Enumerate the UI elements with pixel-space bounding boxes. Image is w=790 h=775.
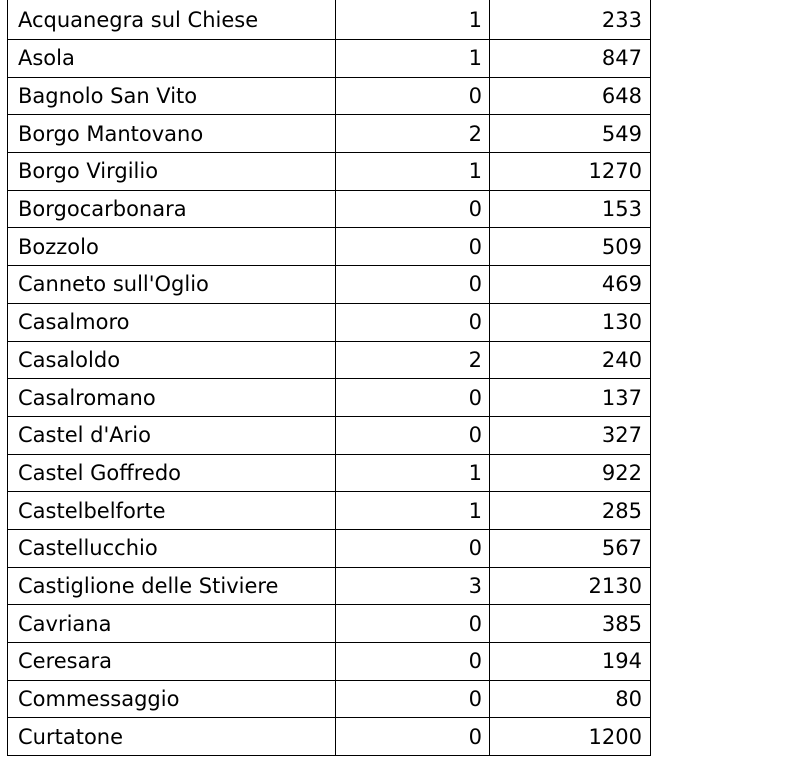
municipality-cell[interactable]: Cavriana [8, 605, 336, 642]
municipality-cell[interactable]: Castel d'Ario [8, 417, 336, 454]
count-cell[interactable]: 3 [336, 568, 490, 605]
count-cell[interactable]: 0 [336, 78, 490, 115]
total-cell[interactable]: 194 [601, 649, 642, 674]
table-row [8, 455, 650, 493]
municipality-cell[interactable]: Castiglione delle Stiviere [8, 568, 336, 605]
count-cell[interactable]: 1 [336, 40, 490, 77]
count-cell[interactable]: 1 [336, 153, 490, 190]
table-row [8, 681, 650, 719]
table-row [8, 530, 650, 568]
count-cell[interactable]: 0 [336, 643, 490, 680]
total-cell[interactable]: 240 [601, 347, 642, 372]
table-row [8, 342, 650, 380]
total-cell[interactable]: 922 [601, 460, 642, 485]
municipality-cell[interactable]: Castel Goffredo [8, 455, 336, 492]
table-row [8, 228, 650, 266]
count-cell[interactable]: 0 [336, 191, 490, 228]
municipality-cell[interactable]: Canneto sull'Oglio [8, 266, 336, 303]
municipality-cell[interactable]: Castellucchio [8, 530, 336, 567]
municipality-cell[interactable]: Ceresara [8, 643, 336, 680]
count-cell[interactable]: 1 [336, 492, 490, 529]
total-cell[interactable]: 567 [601, 536, 642, 561]
table-row [8, 643, 650, 681]
table-row [8, 492, 650, 530]
total-cell[interactable]: 385 [601, 611, 642, 636]
table-row [8, 568, 650, 606]
municipality-cell[interactable]: Casalmoro [8, 304, 336, 341]
count-cell[interactable]: 0 [336, 266, 490, 303]
total-cell[interactable]: 648 [601, 84, 642, 109]
municipality-cell[interactable]: Borgo Mantovano [8, 115, 336, 152]
table-row [8, 266, 650, 304]
municipality-cell[interactable]: Borgo Virgilio [8, 153, 336, 190]
count-cell[interactable]: 1 [336, 0, 490, 39]
total-cell[interactable]: 130 [601, 310, 642, 335]
total-cell[interactable]: 1200 [588, 724, 642, 749]
total-cell[interactable]: 847 [601, 46, 642, 71]
total-cell[interactable]: 137 [601, 385, 642, 410]
total-cell[interactable]: 285 [601, 498, 642, 523]
total-cell[interactable]: 327 [601, 423, 642, 448]
table-row [8, 417, 650, 455]
count-cell[interactable]: 0 [336, 530, 490, 567]
municipality-cell[interactable]: Curtatone [8, 718, 336, 755]
count-cell[interactable]: 2 [336, 115, 490, 152]
table-row [8, 0, 650, 40]
municipality-cell[interactable]: Casalromano [8, 379, 336, 416]
count-cell[interactable]: 0 [336, 681, 490, 718]
count-cell[interactable]: 0 [336, 228, 490, 265]
count-cell[interactable]: 0 [336, 605, 490, 642]
table-row [8, 115, 650, 153]
total-cell[interactable]: 469 [601, 272, 642, 297]
municipality-cell[interactable]: Asola [8, 40, 336, 77]
count-cell[interactable]: 2 [336, 342, 490, 379]
total-cell[interactable]: 1270 [588, 159, 642, 184]
municipality-cell[interactable]: Borgocarbonara [8, 191, 336, 228]
table-row [8, 40, 650, 78]
count-cell[interactable]: 0 [336, 379, 490, 416]
total-cell[interactable]: 2130 [588, 573, 642, 598]
total-cell[interactable]: 233 [601, 7, 642, 32]
table-row [8, 718, 650, 756]
table-row [8, 78, 650, 116]
count-cell[interactable]: 0 [336, 304, 490, 341]
table-row [8, 191, 650, 229]
table-row [8, 605, 650, 643]
count-cell[interactable]: 1 [336, 455, 490, 492]
municipality-cell[interactable]: Bozzolo [8, 228, 336, 265]
municipality-cell[interactable]: Commessaggio [8, 681, 336, 718]
municipality-cell[interactable]: Bagnolo San Vito [8, 78, 336, 115]
table-row [8, 304, 650, 342]
table-row [8, 153, 650, 191]
municipality-cell[interactable]: Castelbelforte [8, 492, 336, 529]
total-cell[interactable]: 153 [601, 197, 642, 222]
total-cell[interactable]: 80 [615, 687, 642, 712]
municipality-cell[interactable]: Acquanegra sul Chiese [8, 0, 336, 39]
count-cell[interactable]: 0 [336, 718, 490, 755]
total-cell[interactable]: 549 [601, 121, 642, 146]
count-cell[interactable]: 0 [336, 417, 490, 454]
data-table [7, 0, 651, 756]
table-row [8, 379, 650, 417]
municipality-cell[interactable]: Casaloldo [8, 342, 336, 379]
total-cell[interactable]: 509 [601, 234, 642, 259]
